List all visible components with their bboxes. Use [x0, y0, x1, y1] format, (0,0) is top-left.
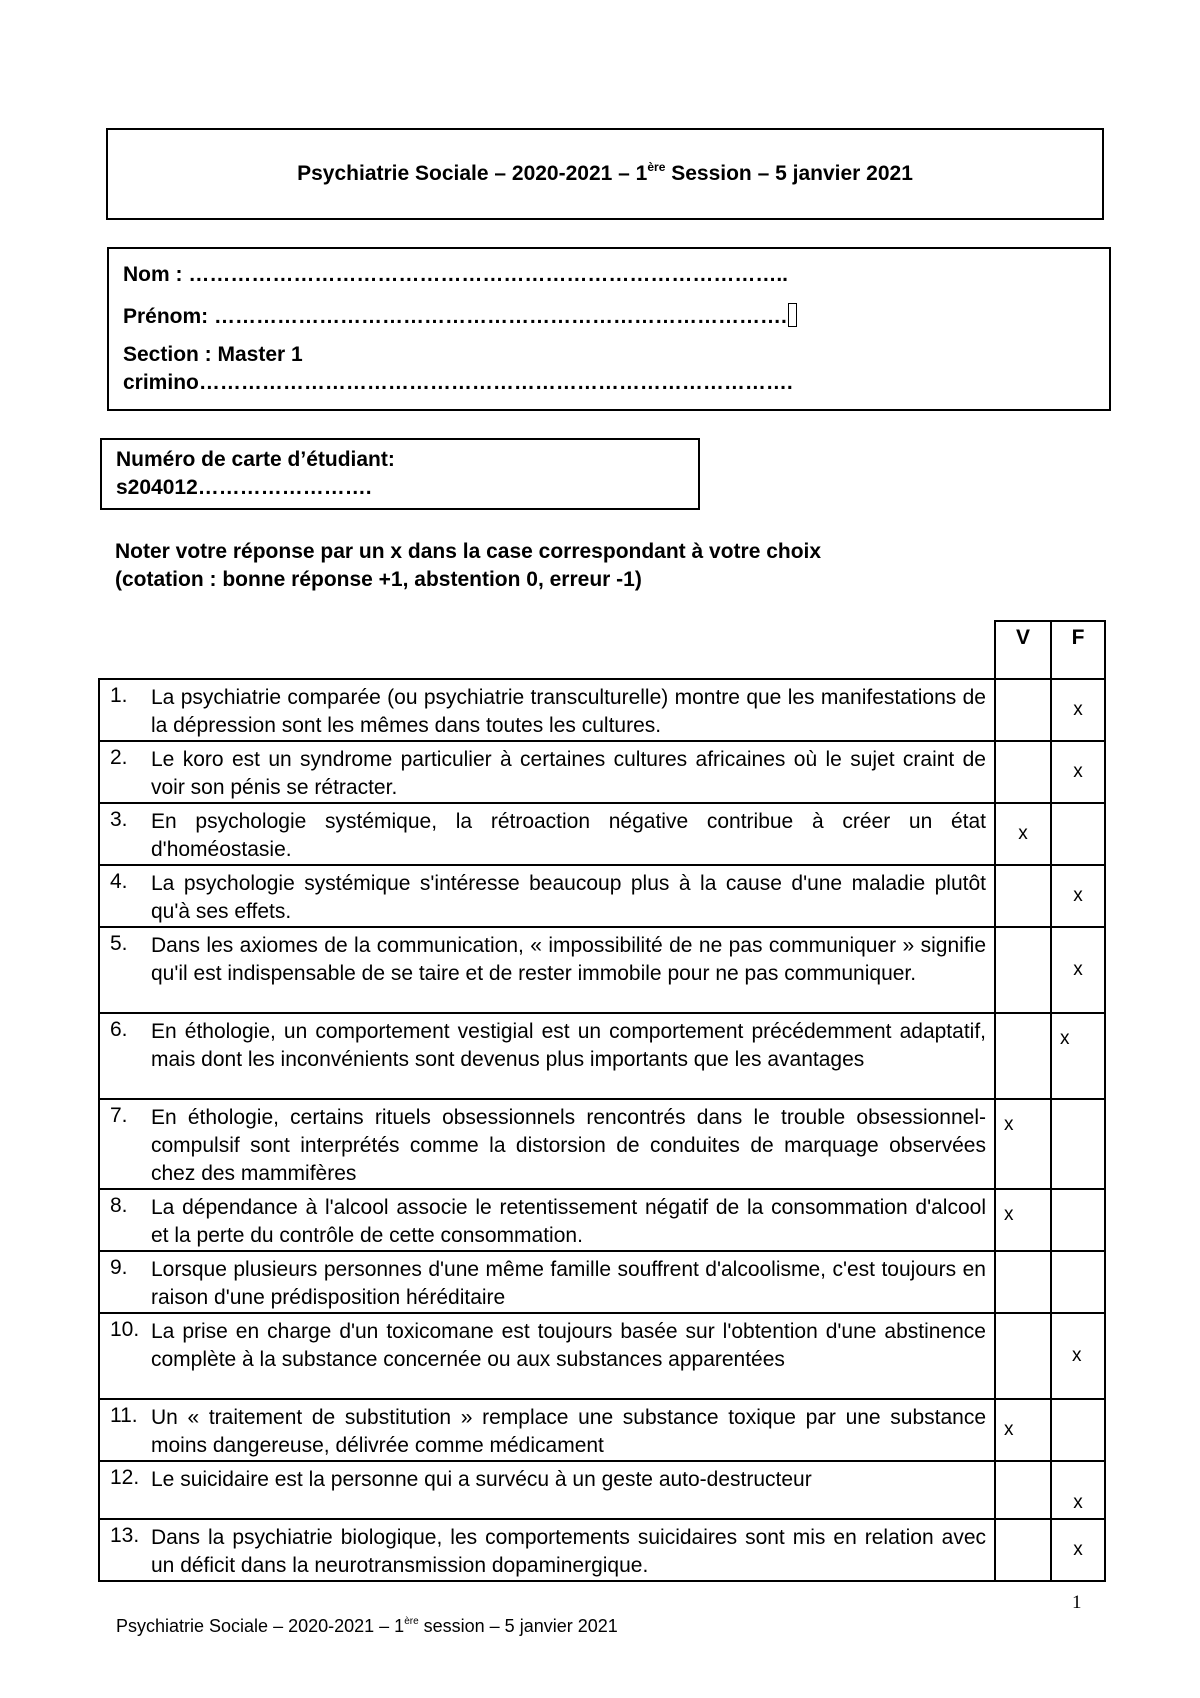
answer-cell-f[interactable]: [1051, 1399, 1105, 1461]
answer-cell-f[interactable]: x: [1051, 865, 1105, 927]
answer-cell-f[interactable]: x: [1051, 741, 1105, 803]
question-text: Le suicidaire est la personne qui a survécu à un geste auto-destructeur: [151, 1461, 995, 1519]
question-text: La psychologie systémique s'intéresse beaucoup plus à la cause d'une maladie plutôt qu'à ses effets.: [151, 865, 995, 927]
section-field: Section : Master 1: [123, 343, 303, 366]
table-row: [99, 1519, 1105, 1581]
crimino-field[interactable]: crimino………………………………………………………………………….: [123, 371, 793, 394]
answer-cell-v[interactable]: [995, 1461, 1051, 1519]
answer-cell-v[interactable]: [995, 1519, 1051, 1581]
answer-cell-f[interactable]: x: [1051, 1461, 1105, 1519]
page-number: 1: [1072, 1592, 1082, 1613]
answer-cell-v[interactable]: [995, 679, 1051, 741]
table-row: [99, 1313, 1105, 1399]
question-number: 2.: [99, 741, 151, 803]
title-rest: Session – 5 janvier 2021: [665, 162, 913, 185]
question-number: 11.: [99, 1399, 151, 1461]
table-row: [99, 1251, 1105, 1313]
answer-cell-f[interactable]: x: [1051, 927, 1105, 1013]
question-number: 5.: [99, 927, 151, 1013]
table-row: [99, 1461, 1105, 1519]
question-text: Le koro est un syndrome particulier à certaines cultures africaines où le sujet craint de voir son pénis se rétracter.: [151, 741, 995, 803]
question-number: 4.: [99, 865, 151, 927]
title-box: [106, 128, 1104, 220]
question-text: La prise en charge d'un toxicomane est toujours basée sur l'obtention d'une abstinence complète à la substance concernée ou aux substances apparentées: [151, 1313, 995, 1399]
question-text: En éthologie, un comportement vestigial est un comportement précédemment adaptatif, mais dont les inconvénients sont devenus plus importants que les avantages: [151, 1013, 995, 1099]
question-number: 7.: [99, 1099, 151, 1189]
answer-cell-f[interactable]: x: [1051, 679, 1105, 741]
table-row: [99, 679, 1105, 741]
question-table: [98, 620, 1106, 1582]
table-row: [99, 741, 1105, 803]
table-row: [99, 803, 1105, 865]
title-superscript: ère: [647, 160, 666, 174]
answer-cell-v[interactable]: [995, 741, 1051, 803]
answer-cell-v[interactable]: x: [995, 1189, 1051, 1251]
column-header-f: F: [1051, 621, 1105, 679]
answer-cell-v[interactable]: [995, 927, 1051, 1013]
question-number: 9.: [99, 1251, 151, 1313]
question-number: 8.: [99, 1189, 151, 1251]
question-text: En psychologie systémique, la rétroaction négative contribue à créer un état d'homéostasie.: [151, 803, 995, 865]
table-header-row: [99, 621, 1105, 679]
header-blank: [151, 621, 995, 679]
header-blank: [99, 621, 151, 679]
table-row: [99, 927, 1105, 1013]
answer-cell-v[interactable]: x: [995, 1099, 1051, 1189]
answer-cell-f[interactable]: x: [1051, 1519, 1105, 1581]
answer-cell-v[interactable]: [995, 1013, 1051, 1099]
student-card-box: [100, 438, 700, 510]
table-row: [99, 1013, 1105, 1099]
table-row: [99, 1399, 1105, 1461]
student-card-label: Numéro de carte d’étudiant:: [116, 448, 395, 471]
question-text: La psychiatrie comparée (ou psychiatrie transculturelle) montre que les manifestations de la dépression sont les mêmes dans toutes les cultures.: [151, 679, 995, 741]
answer-cell-f[interactable]: x: [1051, 1013, 1105, 1099]
answer-cell-v[interactable]: [995, 1313, 1051, 1399]
question-text: Un « traitement de substitution » remplace une substance toxique par une substance moins dangereuse, délivrée comme médicament: [151, 1399, 995, 1461]
answer-cell-v[interactable]: x: [995, 803, 1051, 865]
answer-cell-f[interactable]: x: [1051, 1313, 1105, 1399]
question-text: Lorsque plusieurs personnes d'une même famille souffrent d'alcoolisme, c'est toujours en raison d'une prédisposition héréditaire: [151, 1251, 995, 1313]
footer-text: [116, 1616, 618, 1637]
page-title: [108, 162, 1102, 186]
question-number: 3.: [99, 803, 151, 865]
answer-cell-v[interactable]: [995, 1251, 1051, 1313]
question-text: La dépendance à l'alcool associe le retentissement négatif de la consommation d'alcool et la perte du contrôle de cette consommation.: [151, 1189, 995, 1251]
question-number: 6.: [99, 1013, 151, 1099]
question-number: 10.: [99, 1313, 151, 1399]
title-main: Psychiatrie Sociale – 2020-2021 – 1: [297, 162, 648, 185]
prenom-field[interactable]: [123, 303, 797, 329]
question-number: 1.: [99, 679, 151, 741]
answer-cell-f[interactable]: [1051, 1251, 1105, 1313]
footer-main: Psychiatrie Sociale – 2020-2021 – 1: [116, 1616, 405, 1636]
question-text: Dans la psychiatrie biologique, les comportements suicidaires sont mis en relation avec un déficit dans la neurotransmission dopaminergique.: [151, 1519, 995, 1581]
instructions-line-2: (cotation : bonne réponse +1, abstention 0, erreur -1): [115, 568, 642, 591]
prenom-text: Prénom: ……………………………………………………………………….: [123, 305, 787, 328]
answer-cell-f[interactable]: [1051, 1099, 1105, 1189]
answer-cell-f[interactable]: [1051, 1189, 1105, 1251]
column-header-v: V: [995, 621, 1051, 679]
table-row: [99, 1099, 1105, 1189]
text-cursor-icon: [788, 303, 797, 327]
question-text: Dans les axiomes de la communication, « impossibilité de ne pas communiquer » signifie qu'il est indispensable de se taire et de rester immobile pour ne pas communiquer.: [151, 927, 995, 1013]
footer-rest: session – 5 janvier 2021: [418, 1616, 618, 1636]
nom-field[interactable]: Nom : …………………………………………………………………………..: [123, 263, 788, 286]
question-number: 13.: [99, 1519, 151, 1581]
footer-superscript: ère: [404, 1616, 419, 1627]
table-row: [99, 865, 1105, 927]
question-number: 12.: [99, 1461, 151, 1519]
identity-box: [107, 247, 1111, 411]
question-text: En éthologie, certains rituels obsessionnels rencontrés dans le trouble obsessionnel-compulsif sont interprétés comme la distorsion de conduites de marquage observées chez des mammifères: [151, 1099, 995, 1189]
table-row: [99, 1189, 1105, 1251]
instructions-line-1: Noter votre réponse par un x dans la case correspondant à votre choix: [115, 540, 822, 563]
student-card-value[interactable]: s204012…………………….: [116, 476, 372, 499]
answer-cell-v[interactable]: [995, 865, 1051, 927]
answer-cell-f[interactable]: [1051, 803, 1105, 865]
answer-cell-v[interactable]: x: [995, 1399, 1051, 1461]
